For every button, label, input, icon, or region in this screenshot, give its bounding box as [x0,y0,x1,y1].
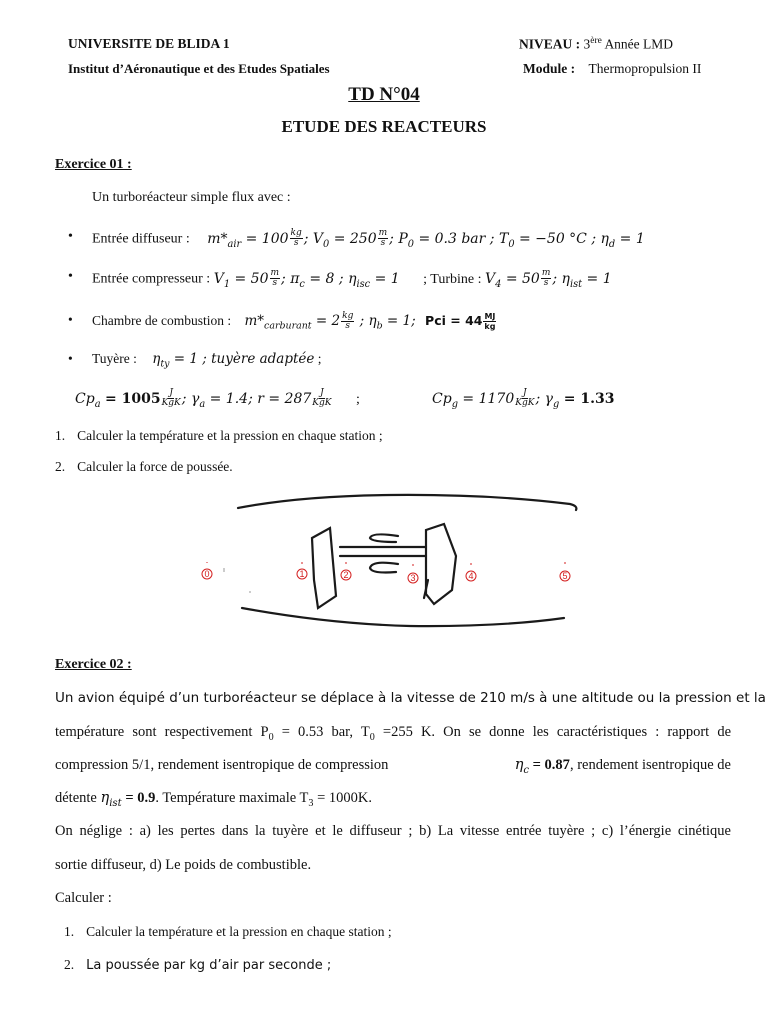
station-1-label: 1 [299,569,305,579]
b2-label: Entrée compresseur : [92,271,211,287]
station-5-label: 5 [562,571,568,581]
nacelle-top [238,495,576,510]
turbine-outline [426,524,456,604]
ex2-para1-line4: détente $\eta_{ist} = 0.9$. Température maximale $T_3 = 1000K$. [55,790,372,809]
b2-turbine-label: ; Turbine : [423,271,482,287]
niveau-field [519,36,673,53]
institute-name: Institut d’Aéronautique et des Etudes Spatiales [68,61,330,76]
exercise-2-heading: Exercice 02 : [55,657,132,672]
ex2-para1-line1: Un avion équipé d’un turboréacteur se déplace à la vitesse de 210 m/s à une altitude ou la pression et la [55,690,766,706]
bullet-chambre-combustion: • Chambre de combustion : $m*_{carburant} = 2$ $\frac{kg}{s}$ ; $\eta_b = 1$; Pci = 44 $\frac{MJ}{kg}$ [92,312,497,332]
niveau-label: NIVEAU : [519,36,581,52]
constants-air: $Cp_a = 1005$ $\frac{J}{\text{KgK}}$ ; $\gamma_a = 1.4$; r = 287 $\frac{J}{\text{KgK}}$ ; [75,388,360,410]
exercise-1-intro: Un turboréacteur simple flux avec : [92,190,291,205]
b1-label: Entrée diffuseur : [92,231,190,247]
bullet-tuyere: • Tuyère : $\eta_{ty} = 1$ ; tuyère adaptée ; [92,351,322,370]
b3-label: Chambre de combustion : [92,313,232,328]
page-subtitle: ETUDE DES REACTEURS [281,117,487,136]
compressor-outline [312,528,336,608]
ex1-question-2: 2. Calculer la force de poussée. [55,459,233,474]
university-name: UNIVERSITE DE BLIDA 1 [68,36,230,51]
ex2-question-2: 2. La poussée par kg d’air par seconde ; [64,957,332,973]
niveau-sup: ère [590,36,602,46]
station-5-marker [560,563,570,581]
station-1-marker [297,563,307,579]
ex2-question-1: 1. Calculer la température et la pression en chaque station ; [64,924,392,939]
ex2-para1-line2: température sont respectivement $P_0 = 0.53$ bar, $T_0 =255$ K. On se donne les caractéristiques : rapport de [55,724,732,743]
station-4-marker [466,564,476,581]
combustor-upper [370,534,398,542]
station-2-marker [341,563,351,580]
niveau-rest: Année LMD [604,36,674,52]
niveau-num: 3 [583,36,591,52]
bullet-entree-compresseur: • Entrée compresseur : $V_1 = 50$ $\frac{m}{s}$ ; $\pi_c = 8$ ; $\eta_{isc} = 1$ ; Turbine : $V_4 = 50$ $\frac{m}{s}$ ; $\eta_{ist} = 1$ [92,269,612,289]
bullet-entree-diffuseur: • Entrée diffuseur : $m*_{air} = 100$ $\frac{kg}{s}$ ; $V_0 = 250$ $\frac{m}{s}$ ; $P_0 = 0.3$ bar ; $T_0 = -50$ °C ; $\eta_d = 1$ [92,229,645,249]
station-0-label: 0 [204,569,210,579]
station-3-marker [408,565,418,583]
combustor-lower [370,563,398,573]
module-value: Thermopropulsion II [588,61,702,76]
station-3-label: 3 [410,573,416,583]
ex2-calculer: Calculer : [55,890,112,906]
ex2-para1-line3: compression 5/1, rendement isentropique de compression $\eta_c = 0.87$, rendement isentropique de [55,757,731,776]
module-label: Module : [523,61,576,76]
constants-gas: $Cp_g = 1170$ $\frac{J}{\text{KgK}}$ ; $\gamma_g = 1.33$ [432,388,615,410]
turbojet-sketch [190,490,590,640]
page-title: TD N°04 [348,84,420,105]
ex2-para2-line2: sortie diffuseur, d) Le poids de combustible. [55,857,312,873]
ex1-question-1: 1. Calculer la température et la pression en chaque station ; [55,428,383,443]
exercise-1-heading: Exercice 01 : [55,157,132,172]
station-0-marker [202,562,212,579]
module-field [523,61,701,77]
ex2-para2-line1: On néglige : a) les pertes dans la tuyère et le diffuseur ; b) La vitesse entrée tuyère ; c) l’énergie cinétique [55,823,731,839]
nacelle-bottom [242,608,564,626]
station-2-label: 2 [343,570,349,580]
station-4-label: 4 [468,571,474,581]
b4-label: Tuyère : [92,351,137,366]
